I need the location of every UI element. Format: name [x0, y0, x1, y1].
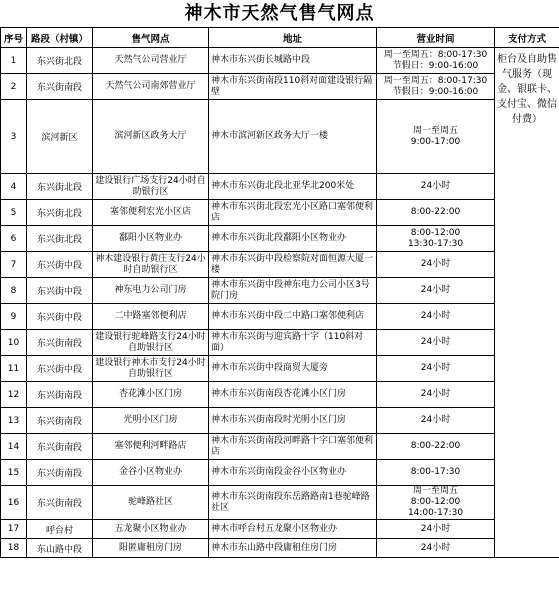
row-number: 14	[1, 434, 27, 460]
address-cell: 神木市东兴街中段二中路口塞邻便利店	[209, 304, 377, 330]
table-row	[1, 408, 559, 434]
hours-cell	[377, 100, 495, 174]
hours-line: 24小时	[420, 389, 451, 399]
road-cell: 东兴街中段	[27, 252, 93, 278]
road-cell: 东兴街南段	[27, 74, 93, 100]
road-cell: 东兴街北段	[27, 226, 93, 252]
row-number: 15	[1, 460, 27, 486]
outlet-cell: 神东电力公司门房	[93, 278, 209, 304]
road-cell: 东兴街南段	[27, 460, 93, 486]
road-cell: 东兴街北段	[27, 174, 93, 200]
table-row	[1, 330, 559, 356]
hours-cell	[377, 356, 495, 382]
address-cell: 神木市滨河新区政务大厅一楼	[209, 100, 377, 174]
row-number: 5	[1, 200, 27, 226]
outlet-cell: 五龙聚小区物业办	[93, 520, 209, 539]
outlet-cell: 塞邻便利河畔路店	[93, 434, 209, 460]
hours-cell	[377, 278, 495, 304]
table-row	[1, 100, 559, 174]
hours-cell	[377, 460, 495, 486]
hours-cell	[377, 539, 495, 558]
table-row	[1, 486, 559, 520]
outlet-cell: 驼峰路社区	[93, 486, 209, 520]
row-number: 16	[1, 486, 27, 520]
row-number: 6	[1, 226, 27, 252]
road-cell: 东兴街北段	[27, 48, 93, 74]
hours-line: 节假日：9:00-16:00	[392, 86, 479, 97]
address-cell: 神木市东兴街长城路中段	[209, 48, 377, 74]
road-cell: 东兴街南段	[27, 486, 93, 520]
address-cell: 神木市东兴街南段金谷小区物业办	[209, 460, 377, 486]
address-cell: 神木市东兴街北段宏光小区路口塞邻便利店	[209, 200, 377, 226]
address-cell: 神木市东兴街南段110斜对面建设银行隔壁	[209, 74, 377, 100]
hours-line: 9:00-17:00	[410, 136, 461, 147]
payment-methods-cell: 柜台及自助售气服务（现金、银联卡、支付宝、微信付费）	[495, 48, 559, 558]
outlet-cell: 光明小区门房	[93, 408, 209, 434]
address-cell: 神木市东兴街南段东岳路路南1巷驼峰路社区	[209, 486, 377, 520]
road-cell: 东兴街中段	[27, 356, 93, 382]
table-row	[1, 304, 559, 330]
row-number: 10	[1, 330, 27, 356]
row-number: 17	[1, 520, 27, 539]
outlet-cell: 二中路塞邻便利店	[93, 304, 209, 330]
address-cell: 神木市东兴街南段时光明小区门房	[209, 408, 377, 434]
road-cell: 东兴街南段	[27, 408, 93, 434]
hours-line: 8:00-12:00	[410, 497, 461, 507]
hours-line: 周一至周五：8:00-17:30	[383, 75, 488, 86]
hours-cell	[377, 486, 495, 520]
header-payment: 支付方式	[495, 28, 559, 48]
outlet-cell: 塞邻便利宏光小区店	[93, 200, 209, 226]
address-cell: 神木市东兴街南段河畔路十字口塞邻便利店	[209, 434, 377, 460]
hours-line: 8:00-17:30	[410, 467, 461, 477]
address-cell: 神木市东兴街中段神东电力公司小区3号院门房	[209, 278, 377, 304]
outlet-cell: 金谷小区物业办	[93, 460, 209, 486]
hours-cell	[377, 408, 495, 434]
hours-line: 8:00-22:00	[410, 441, 461, 451]
hours-line: 24小时	[420, 415, 451, 425]
row-number: 18	[1, 539, 27, 558]
header-row	[1, 28, 559, 48]
hours-line: 24小时	[420, 523, 451, 534]
hours-line: 24小时	[420, 542, 451, 553]
road-cell: 东兴街南段	[27, 434, 93, 460]
road-cell: 东兴街南段	[27, 382, 93, 408]
road-cell: 滨河新区	[27, 100, 93, 174]
hours-cell	[377, 252, 495, 278]
row-number: 13	[1, 408, 27, 434]
table-row	[1, 460, 559, 486]
hours-cell	[377, 74, 495, 100]
row-number: 3	[1, 100, 27, 174]
hours-line: 周一至周五	[412, 486, 458, 496]
hours-line: 周一至周五：8:00-17:30	[383, 49, 488, 60]
outlet-table	[0, 27, 559, 558]
road-cell: 东兴街南段	[27, 330, 93, 356]
hours-cell	[377, 434, 495, 460]
table-row	[1, 382, 559, 408]
table-row	[1, 539, 559, 558]
hours-line: 8:00-12:00	[410, 227, 461, 238]
hours-line: 24小时	[420, 285, 451, 295]
header-address: 地址	[209, 28, 377, 48]
address-cell: 神木市呼台村五龙聚小区物业办	[209, 520, 377, 539]
row-number: 7	[1, 252, 27, 278]
hours-cell	[377, 226, 495, 252]
table-row	[1, 278, 559, 304]
outlet-cell: 天然气公司营业厅	[93, 48, 209, 74]
row-number: 12	[1, 382, 27, 408]
outlet-cell: 鄱阳小区物业办	[93, 226, 209, 252]
hours-line: 周一至周五	[412, 125, 458, 136]
table-row	[1, 48, 559, 74]
road-cell: 呼台村	[27, 520, 93, 539]
address-cell: 神木市东兴街与迎宾路十字（110斜对面）	[209, 330, 377, 356]
road-cell: 东山路中段	[27, 539, 93, 558]
header-no: 序号	[1, 28, 27, 48]
table-row	[1, 356, 559, 382]
table-row	[1, 434, 559, 460]
road-cell: 东兴街中段	[27, 278, 93, 304]
table-row	[1, 226, 559, 252]
address-cell: 神木市东兴街中段商贸大厦旁	[209, 356, 377, 382]
hours-line: 8:00-22:00	[410, 207, 461, 217]
hours-line: 24小时	[420, 363, 451, 373]
address-cell: 神木市东兴街南段杏花滩小区门房	[209, 382, 377, 408]
hours-line: 节假日：9:00-16:00	[392, 60, 479, 71]
outlet-cell: 建设银行驼峰路支行24小时自助银行区	[93, 330, 209, 356]
table-row	[1, 174, 559, 200]
hours-cell	[377, 330, 495, 356]
table-body	[1, 48, 559, 558]
outlet-cell: 建设银行神木市支行24小时自助银行区	[93, 356, 209, 382]
table-row	[1, 74, 559, 100]
header-road: 路段（村镇）	[27, 28, 93, 48]
outlet-cell: 天然气公司南郊营业厅	[93, 74, 209, 100]
road-cell: 东兴街北段	[27, 200, 93, 226]
hours-cell	[377, 520, 495, 539]
row-number: 11	[1, 356, 27, 382]
road-cell: 东兴街中段	[27, 304, 93, 330]
hours-cell	[377, 48, 495, 74]
address-cell: 神木市东山路中段庸租住房门房	[209, 539, 377, 558]
address-cell: 神木市东兴街北段鄱阳小区物业办	[209, 226, 377, 252]
hours-cell	[377, 200, 495, 226]
row-number: 1	[1, 48, 27, 74]
header-hours: 营业时间	[377, 28, 495, 48]
row-number: 4	[1, 174, 27, 200]
row-number: 9	[1, 304, 27, 330]
sheet-title: 神木市天然气售气网点	[0, 0, 559, 28]
table-row	[1, 200, 559, 226]
hours-line: 24小时	[420, 311, 451, 321]
outlet-cell: 阳匿庸租房门房	[93, 539, 209, 558]
table-row	[1, 520, 559, 539]
row-number: 2	[1, 74, 27, 100]
outlet-cell: 神木建设银行黄庄支行24小时自助银行区	[93, 252, 209, 278]
hours-line: 24小时	[420, 181, 451, 191]
hours-line: 13:30-17:30	[407, 238, 464, 249]
hours-line: 24小时	[420, 337, 451, 347]
address-cell: 神木市东兴街北段北亚华北200米处	[209, 174, 377, 200]
header-outlet: 售气网点	[93, 28, 209, 48]
hours-cell	[377, 382, 495, 408]
address-cell: 神木市东兴街中段检察院对面恒源大厦一楼	[209, 252, 377, 278]
row-number: 8	[1, 278, 27, 304]
hours-cell	[377, 174, 495, 200]
hours-line: 14:00-17:30	[407, 508, 464, 518]
table-row	[1, 252, 559, 278]
outlet-cell: 杏花滩小区门房	[93, 382, 209, 408]
hours-cell	[377, 304, 495, 330]
outlet-cell: 滨河新区政务大厅	[93, 100, 209, 174]
hours-line: 24小时	[420, 259, 451, 269]
outlet-cell: 建设银行广场支行24小时自助银行区	[93, 174, 209, 200]
